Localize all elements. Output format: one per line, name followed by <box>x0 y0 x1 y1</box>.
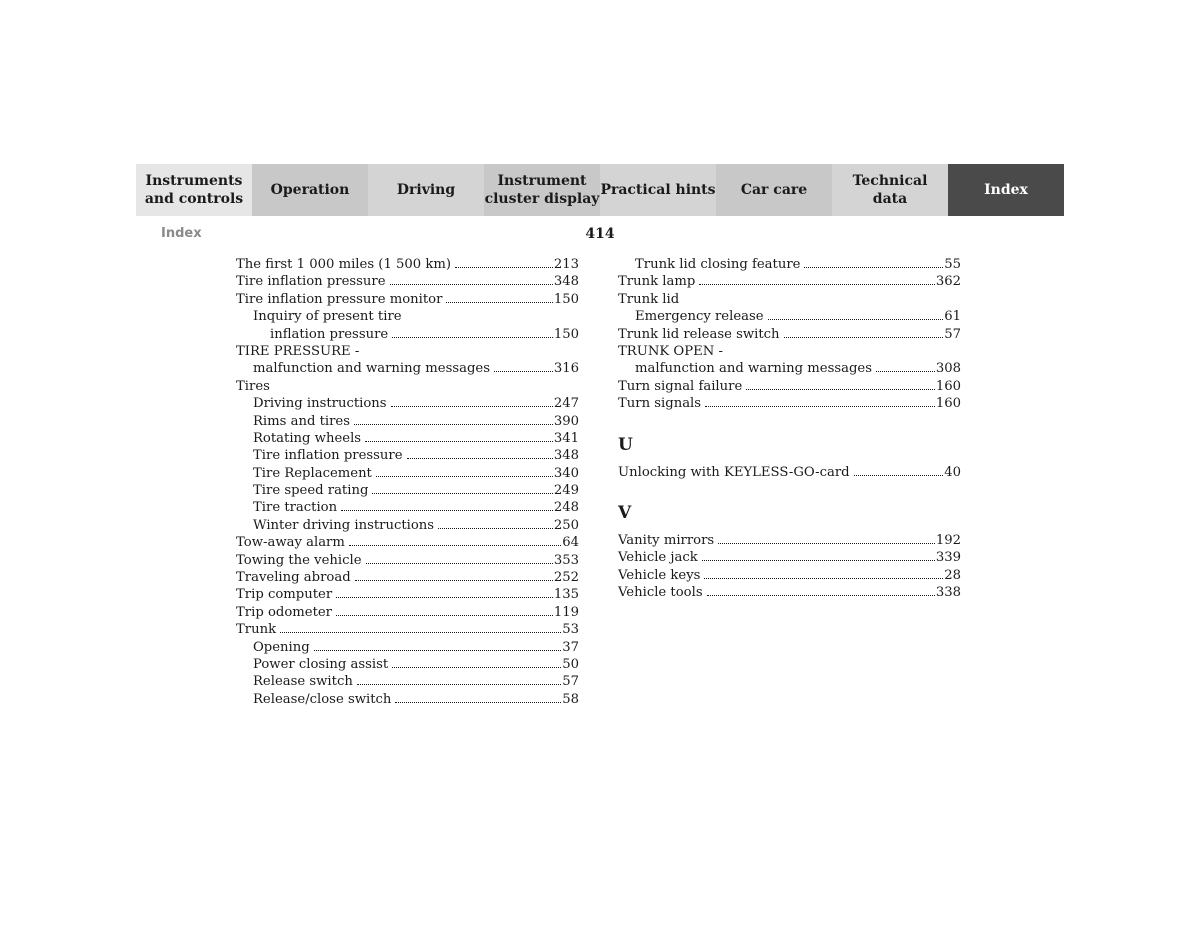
index-column-left <box>236 256 579 708</box>
index-subentry[interactable]: Tire inflation pressure 348 <box>253 448 579 464</box>
tab-instruments-and-controls[interactable]: Instruments and controls <box>136 164 252 216</box>
section-title: Index <box>161 226 202 241</box>
index-entry[interactable]: Vanity mirrors 192 <box>618 532 961 548</box>
index-subentry[interactable]: Rims and tires 390 <box>253 413 579 429</box>
index-entry[interactable]: Tire inflation pressure 348 <box>236 274 579 290</box>
index-subentry[interactable]: Release/close switch 58 <box>253 691 579 707</box>
index-entry[interactable]: Trunk 53 <box>236 622 579 638</box>
index-entry[interactable]: Towing the vehicle 353 <box>236 552 579 568</box>
index-entry-heading: Tires <box>236 378 270 394</box>
index-subentry[interactable]: Rotating wheels 341 <box>253 430 579 446</box>
index-subentry[interactable]: inflation pressure 150 <box>270 326 579 342</box>
index-entry[interactable]: Trip computer 135 <box>236 587 579 603</box>
index-subentry[interactable]: Release switch 57 <box>253 674 579 690</box>
index-entry[interactable]: The first 1 000 miles (1 500 km) 213 <box>236 257 579 272</box>
index-column-right <box>618 256 961 601</box>
index-entry[interactable]: Turn signal failure 160 <box>618 378 961 394</box>
index-subentry[interactable]: Power closing assist 50 <box>253 656 579 672</box>
index-entry[interactable]: Vehicle tools 338 <box>618 585 961 601</box>
index-entry[interactable]: Tire inflation pressure monitor 150 <box>236 291 579 307</box>
tab-car-care[interactable]: Car care <box>716 164 832 216</box>
tab-instrument-cluster-display[interactable]: Instrument cluster display <box>484 164 600 216</box>
index-entry[interactable]: Unlocking with KEYLESS-GO-card 40 <box>618 464 961 480</box>
index-entry[interactable]: Trunk lid release switch 57 <box>618 326 961 342</box>
index-entry-heading: Trunk lid <box>618 291 680 307</box>
index-entry[interactable]: Trip odometer 119 <box>236 604 579 620</box>
chapter-tab-bar <box>136 164 1065 216</box>
index-subentry[interactable]: Opening 37 <box>253 639 579 655</box>
tab-practical-hints[interactable]: Practical hints <box>600 164 716 216</box>
tab-technical-data[interactable]: Technical data <box>832 164 948 216</box>
index-subentry[interactable]: malfunction and warning messages 308 <box>635 361 961 377</box>
index-entry[interactable]: Trunk lamp 362 <box>618 274 961 290</box>
index-entry[interactable]: Tow-away alarm 64 <box>236 535 579 551</box>
index-entry-heading: TIRE PRESSURE - <box>236 343 360 359</box>
index-subentry[interactable]: Winter driving instructions 250 <box>253 517 579 533</box>
index-subentry[interactable]: Tire traction 248 <box>253 500 579 516</box>
index-entry[interactable]: Traveling abroad 252 <box>236 570 579 586</box>
index-subentry[interactable]: Tire speed rating 249 <box>253 483 579 499</box>
index-subentry[interactable]: Tire Replacement 340 <box>253 465 579 481</box>
letter-heading-u: U <box>618 434 633 455</box>
index-subentry[interactable]: Trunk lid closing feature 55 <box>635 257 961 272</box>
letter-heading-v: V <box>618 502 632 523</box>
tab-operation[interactable]: Operation <box>252 164 368 216</box>
index-subentry[interactable]: Driving instructions 247 <box>253 396 579 412</box>
tab-driving[interactable]: Driving <box>368 164 484 216</box>
index-subentry[interactable]: Emergency release 61 <box>635 309 961 325</box>
tab-index[interactable]: Index <box>948 164 1064 216</box>
page-number: 414 <box>585 226 615 242</box>
index-entry[interactable]: Turn signals 160 <box>618 396 961 412</box>
index-subentry: Inquiry of present tire <box>253 309 402 325</box>
index-entry[interactable]: Vehicle jack 339 <box>618 550 961 566</box>
index-entry-heading: TRUNK OPEN - <box>618 343 723 359</box>
index-entry[interactable]: Vehicle keys 28 <box>618 567 961 583</box>
index-subentry[interactable]: malfunction and warning messages 316 <box>253 361 579 377</box>
